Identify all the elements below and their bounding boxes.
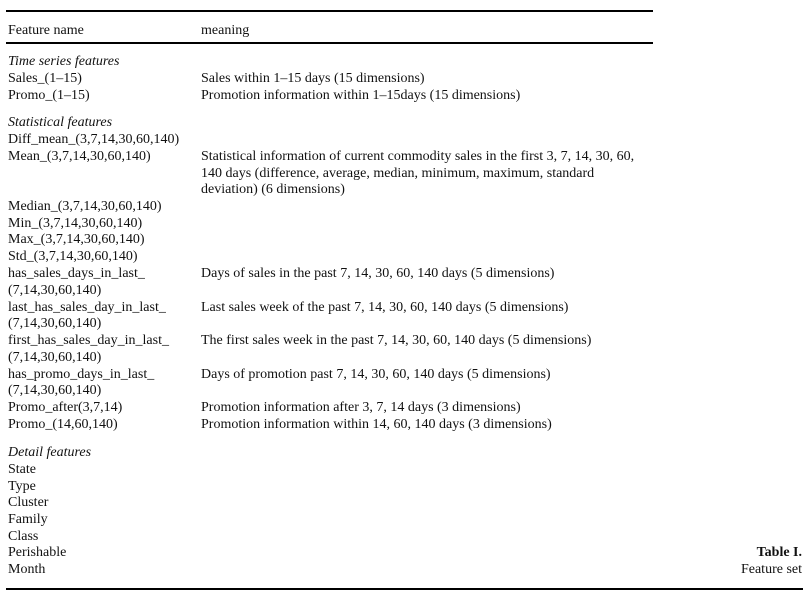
feature-meaning: The first sales week in the past 7, 14, 30, 60, 140 days (5 dimensions): [201, 333, 592, 348]
section-title-time-series: Time series features: [8, 54, 120, 69]
feature-name: first_has_sales_day_in_last_: [8, 333, 169, 348]
feature-meaning: Sales within 1–15 days (15 dimensions): [201, 71, 425, 86]
feature-meaning: Promotion information after 3, 7, 14 days (3 dimensions): [201, 400, 521, 415]
feature-name: State: [8, 462, 36, 477]
section-title-detail: Detail features: [8, 445, 92, 460]
feature-name: Promo_after(3,7,14): [8, 400, 123, 415]
feature-meaning: Days of promotion past 7, 14, 30, 60, 140 days (5 dimensions): [201, 367, 551, 382]
feature-name: has_promo_days_in_last_: [8, 367, 155, 382]
feature-name: Sales_(1–15): [8, 71, 82, 86]
feature-name: Cluster: [8, 495, 49, 510]
feature-name: Diff_mean_(3,7,14,30,60,140): [8, 132, 180, 147]
feature-meaning: Last sales week of the past 7, 14, 30, 60, 140 days (5 dimensions): [201, 300, 569, 315]
table-top-rule: [6, 10, 653, 12]
feature-name: (7,14,30,60,140): [8, 283, 102, 298]
feature-meaning: Days of sales in the past 7, 14, 30, 60, 140 days (5 dimensions): [201, 266, 555, 281]
feature-name: Median_(3,7,14,30,60,140): [8, 199, 162, 214]
feature-name: Mean_(3,7,14,30,60,140): [8, 149, 151, 164]
section-title-statistical: Statistical features: [8, 115, 113, 130]
feature-name: (7,14,30,60,140): [8, 350, 102, 365]
feature-name: Type: [8, 479, 36, 494]
feature-name: last_has_sales_day_in_last_: [8, 300, 166, 315]
feature-name: Min_(3,7,14,30,60,140): [8, 216, 143, 231]
feature-meaning: deviation) (6 dimensions): [201, 182, 345, 197]
feature-meaning: Promotion information within 1–15days (15 dimensions): [201, 88, 521, 103]
feature-meaning: 140 days (difference, average, median, minimum, maximum, standard: [201, 166, 595, 181]
feature-name: Std_(3,7,14,30,60,140): [8, 249, 138, 264]
feature-name: Month: [8, 562, 46, 577]
feature-meaning: Statistical information of current commodity sales in the first 3, 7, 14, 30, 60,: [201, 149, 635, 164]
table-bottom-rule: [6, 588, 803, 590]
table-label: Table I.: [756, 545, 802, 560]
feature-name: has_sales_days_in_last_: [8, 266, 145, 281]
feature-meaning: Promotion information within 14, 60, 140 days (3 dimensions): [201, 417, 552, 432]
table-header-rule: [6, 42, 653, 44]
column-header-feature-name: Feature name: [8, 23, 84, 38]
feature-name: Family: [8, 512, 48, 527]
feature-name: (7,14,30,60,140): [8, 383, 102, 398]
table-caption: Feature set: [740, 562, 802, 577]
feature-name: Perishable: [8, 545, 67, 560]
feature-name: Promo_(14,60,140): [8, 417, 118, 432]
column-header-meaning: meaning: [201, 23, 250, 38]
feature-name: Class: [8, 529, 39, 544]
feature-name: Promo_(1–15): [8, 88, 90, 103]
feature-name: (7,14,30,60,140): [8, 316, 102, 331]
feature-name: Max_(3,7,14,30,60,140): [8, 232, 145, 247]
